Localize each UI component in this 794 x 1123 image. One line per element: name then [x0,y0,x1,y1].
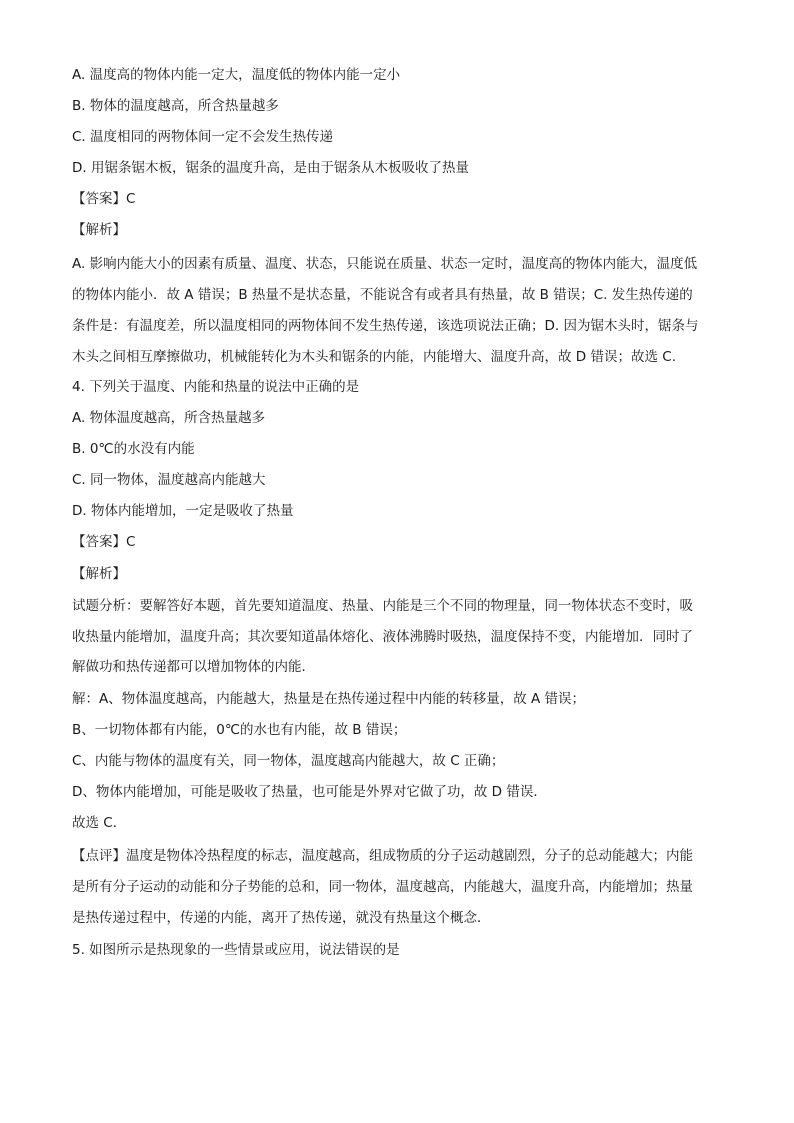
question-4-stem: 4. 下列关于温度、内能和热量的说法中正确的是 [72,379,360,395]
option-c-line: C. 温度相同的两物体间一定不会发生热传递 [72,129,334,145]
option-a-line: A. 温度高的物体内能一定大，温度低的物体内能一定小 [72,67,401,83]
q4-option-a: A. 物体温度越高，所含热量越多 [72,410,266,426]
option-b-line: B. 物体的温度越高，所含热量越多 [72,98,279,114]
comment-line: 是热传递过程中，传递的内能，离开了热传递，就没有热量这个概念． [72,910,491,926]
solution-line: D、物体内能增加，可能是吸收了热量，也可能是外界对它做了功，故 D 错误． [72,784,547,800]
solution-conclusion: 故选 C． [72,815,127,831]
analysis-text-line: 收热量内能增加，温度升高；其次要知道晶体熔化、液体沸腾时吸热，温度保持不变，内能增加．同时了 [72,629,693,645]
q4-option-d: D. 物体内能增加，一定是吸收了热量 [72,503,294,519]
analysis-text-line: A. 影响内能大小的因素有质量、温度、状态，只能说在质量、状态一定时，温度高的物体内能大，温度低 [72,256,698,272]
analysis-label: 【解析】 [72,222,126,238]
comment-line: 【点评】温度是物体冷热程度的标志，温度越高，组成物质的分子运动越剧烈，分子的总动能越大；内能 [72,848,693,864]
answer-label: 【答案】C [72,191,136,207]
comment-line: 是所有分子运动的动能和分子势能的总和，同一物体，温度越高，内能越大，温度升高，内能增加；热量 [72,879,693,895]
solution-line: B、一切物体都有内能，0℃的水也有内能，故 B 错误； [72,722,407,738]
answer-label: 【答案】C [72,534,136,550]
analysis-label: 【解析】 [72,566,126,582]
q4-option-b: B. 0℃的水没有内能 [72,441,195,457]
analysis-text-line: 解做功和热传递都可以增加物体的内能． [72,659,315,675]
solution-line: 解：A、物体温度越高，内能越大，热量是在热传递过程中内能的转移量，故 A 错误； [72,691,586,707]
analysis-text-line: 条件是：有温度差，所以温度相同的两物体间不发生热传递，该选项说法正确；D. 因为锯木头时，锯条与 [72,318,699,334]
analysis-text-line: 的物体内能小．故 A 错误；B 热量不是状态量，不能说含有或者具有热量，故 B 错误；C. 发生热传递的 [72,287,693,303]
option-d-line: D. 用锯条锯木板，锯条的温度升高，是由于锯条从木板吸收了热量 [72,160,469,176]
analysis-text-line: 试题分析：要解答好本题，首先要知道温度、热量、内能是三个不同的物理量，同一物体状态不变时，吸 [72,598,693,614]
question-5-stem: 5. 如图所示是热现象的一些情景或应用，说法错误的是 [72,942,400,958]
q4-option-c: C. 同一物体，温度越高内能越大 [72,472,266,488]
analysis-text-line: 木头之间相互摩擦做功，机械能转化为木头和锯条的内能，内能增大、温度升高，故 D 错误；故选 C. [72,349,676,365]
solution-line: C、内能与物体的温度有关，同一物体，温度越高内能越大，故 C 正确； [72,753,505,769]
